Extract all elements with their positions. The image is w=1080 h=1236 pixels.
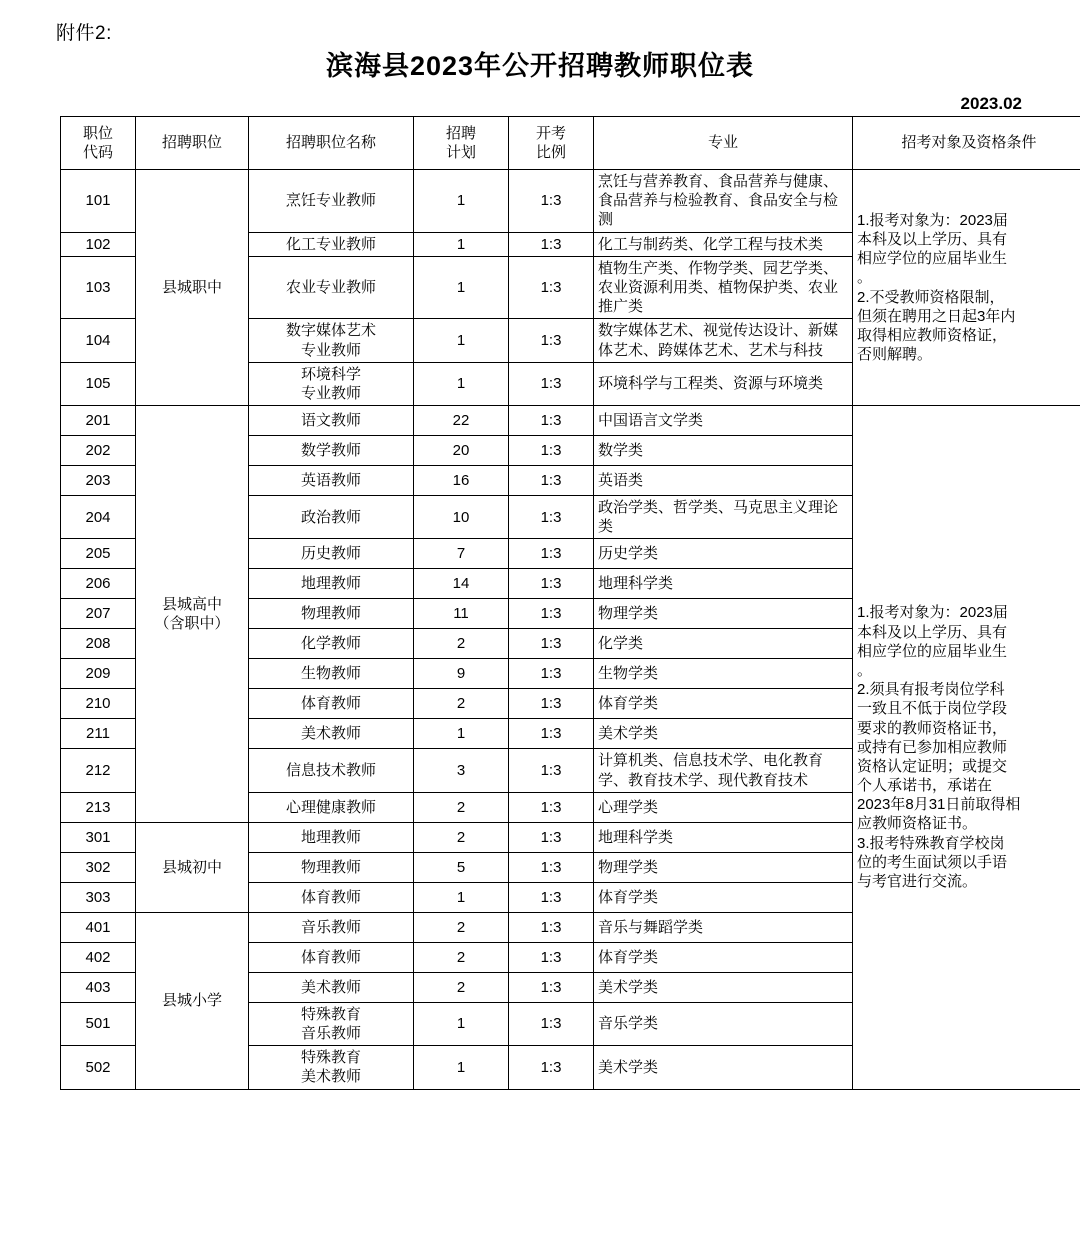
cell-major: 生物学类 <box>594 659 853 689</box>
cell-major: 环境科学与工程类、资源与环境类 <box>594 362 853 405</box>
condition-line: 。 <box>857 269 873 287</box>
cell-code: 105 <box>61 362 136 405</box>
cell-ratio: 1:3 <box>509 539 594 569</box>
column-header-code-line1: 职位 <box>82 124 113 142</box>
cell-major: 体育学类 <box>594 882 853 912</box>
cell-unit: 县城初中 <box>136 822 249 912</box>
condition-line: 个人承诺书，承诺在 <box>857 777 993 795</box>
cell-ratio: 1:3 <box>509 496 594 539</box>
condition-line: 否则解聘。 <box>857 346 933 364</box>
cell-major: 音乐与舞蹈学类 <box>594 912 853 942</box>
cell-ratio: 1:3 <box>509 792 594 822</box>
cell-code: 206 <box>61 569 136 599</box>
column-header-major: 专业 <box>594 117 853 170</box>
cell-ratio: 1:3 <box>509 629 594 659</box>
cell-plan: 11 <box>414 599 509 629</box>
cell-code: 201 <box>61 406 136 436</box>
cell-name: 美术教师 <box>249 719 414 749</box>
cell-code: 403 <box>61 972 136 1002</box>
cell-plan: 5 <box>414 852 509 882</box>
cell-name: 英语教师 <box>249 466 414 496</box>
cell-name: 体育教师 <box>249 882 414 912</box>
cell-name: 地理教师 <box>249 822 414 852</box>
attachment-label: 附件2: <box>56 23 112 44</box>
column-header-ratio <box>509 117 594 170</box>
cell-code: 210 <box>61 689 136 719</box>
cell-code: 203 <box>61 466 136 496</box>
condition-line: 2023年8月31日前取得相 <box>857 796 1021 814</box>
cell-name: 化学教师 <box>249 629 414 659</box>
cell-plan: 1 <box>414 719 509 749</box>
cell-ratio: 1:3 <box>509 719 594 749</box>
cell-code: 208 <box>61 629 136 659</box>
cell-code: 205 <box>61 539 136 569</box>
cell-ratio: 1:3 <box>509 436 594 466</box>
condition-line: 相应学位的应届毕业生 <box>857 642 1008 660</box>
condition-line: 2.不受教师资格限制， <box>857 288 1005 306</box>
cell-major: 化工与制药类、化学工程与技术类 <box>594 232 853 256</box>
cell-name: 地理教师 <box>249 569 414 599</box>
cell-code: 213 <box>61 792 136 822</box>
table-row <box>61 406 1080 436</box>
cell-ratio: 1:3 <box>509 689 594 719</box>
cell-major: 体育学类 <box>594 942 853 972</box>
cell-major: 化学类 <box>594 629 853 659</box>
cell-plan: 1 <box>414 362 509 405</box>
column-header-unit: 招聘职位 <box>136 117 249 170</box>
cell-major: 心理学类 <box>594 792 853 822</box>
condition-line: 1.报考对象为：2023届 <box>857 604 1008 622</box>
cell-ratio: 1:3 <box>509 232 594 256</box>
cell-unit: 县城高中 （含职中） <box>136 406 249 823</box>
cell-major: 历史学类 <box>594 539 853 569</box>
column-header-plan-line2: 计划 <box>445 144 476 161</box>
cell-name: 数学教师 <box>249 436 414 466</box>
cell-code: 211 <box>61 719 136 749</box>
cell-plan: 1 <box>414 319 509 362</box>
cell-major: 物理学类 <box>594 852 853 882</box>
cell-major: 烹饪与营养教育、食品营养与健康、食品营养与检验教育、食品安全与检测 <box>594 170 853 233</box>
cell-plan: 1 <box>414 882 509 912</box>
cell-plan: 2 <box>414 912 509 942</box>
cell-ratio: 1:3 <box>509 406 594 436</box>
cell-ratio: 1:3 <box>509 1046 594 1089</box>
cell-name: 语文教师 <box>249 406 414 436</box>
table-row <box>61 170 1080 233</box>
condition-line: 2.须具有报考岗位学科 <box>857 681 1005 699</box>
cell-ratio: 1:3 <box>509 362 594 405</box>
condition-line: 3.报考特殊教育学校岗 <box>857 834 1005 852</box>
condition-line: 。 <box>857 661 873 679</box>
cell-plan: 1 <box>414 1046 509 1089</box>
cell-name: 环境科学 专业教师 <box>249 362 414 405</box>
cell-code: 104 <box>61 319 136 362</box>
cell-plan: 7 <box>414 539 509 569</box>
cell-code: 301 <box>61 822 136 852</box>
cell-plan: 22 <box>414 406 509 436</box>
cell-code: 103 <box>61 256 136 319</box>
cell-plan: 16 <box>414 466 509 496</box>
cell-major: 美术学类 <box>594 972 853 1002</box>
cell-major: 体育学类 <box>594 689 853 719</box>
cell-ratio: 1:3 <box>509 749 594 792</box>
cell-plan: 1 <box>414 1002 509 1045</box>
cell-major: 美术学类 <box>594 1046 853 1089</box>
column-header-ratio-line2: 比例 <box>535 144 566 161</box>
cell-name: 体育教师 <box>249 942 414 972</box>
cell-major: 音乐学类 <box>594 1002 853 1045</box>
cell-plan: 1 <box>414 256 509 319</box>
cell-name: 音乐教师 <box>249 912 414 942</box>
cell-major: 数学类 <box>594 436 853 466</box>
page-title: 滨海县2023年公开招聘教师职位表 <box>325 51 755 81</box>
cell-unit: 县城职中 <box>136 170 249 406</box>
cell-major: 美术学类 <box>594 719 853 749</box>
cell-plan: 2 <box>414 629 509 659</box>
cell-major: 植物生产类、作物学类、园艺学类、农业资源利用类、植物保护类、农业推广类 <box>594 256 853 319</box>
cell-major: 物理学类 <box>594 599 853 629</box>
condition-line: 一致且不低于岗位学段 <box>857 700 1008 718</box>
condition-line: 1.报考对象为：2023届 <box>857 211 1008 229</box>
condition-line: 位的考生面试须以手语 <box>857 853 1008 871</box>
table-header-row <box>61 117 1080 170</box>
cell-name: 特殊教育 美术教师 <box>249 1046 414 1089</box>
cell-code: 207 <box>61 599 136 629</box>
cell-name: 数字媒体艺术 专业教师 <box>249 319 414 362</box>
cell-ratio: 1:3 <box>509 170 594 233</box>
column-header-code-line2: 代码 <box>82 144 113 161</box>
cell-plan: 1 <box>414 170 509 233</box>
cell-major: 计算机类、信息技术学、电化教育学、教育技术学、现代教育技术 <box>594 749 853 792</box>
condition-line: 资格认定证明；或提交 <box>857 757 1008 775</box>
cell-major: 政治学类、哲学类、马克思主义理论类 <box>594 496 853 539</box>
cell-ratio: 1:3 <box>509 822 594 852</box>
column-header-plan <box>414 117 509 170</box>
column-header-condition: 招考对象及资格条件 <box>853 117 1080 170</box>
cell-code: 402 <box>61 942 136 972</box>
cell-name: 物理教师 <box>249 852 414 882</box>
cell-code: 102 <box>61 232 136 256</box>
document-date: 2023.02 <box>960 94 1022 113</box>
cell-unit: 县城小学 <box>136 912 249 1089</box>
job-position-table <box>60 116 1080 1090</box>
cell-ratio: 1:3 <box>509 942 594 972</box>
cell-code: 303 <box>61 882 136 912</box>
condition-line: 本科及以上学历、具有 <box>857 623 1008 641</box>
condition-line: 本科及以上学历、具有 <box>857 230 1008 248</box>
column-header-ratio-line1: 开考 <box>535 124 566 142</box>
condition-line: 要求的教师资格证书， <box>857 719 1008 737</box>
cell-name: 特殊教育 音乐教师 <box>249 1002 414 1045</box>
cell-plan: 10 <box>414 496 509 539</box>
cell-plan: 20 <box>414 436 509 466</box>
cell-plan: 2 <box>414 972 509 1002</box>
cell-plan: 3 <box>414 749 509 792</box>
cell-name: 政治教师 <box>249 496 414 539</box>
column-header-code <box>61 117 136 170</box>
cell-plan: 2 <box>414 792 509 822</box>
cell-name: 信息技术教师 <box>249 749 414 792</box>
cell-plan: 9 <box>414 659 509 689</box>
cell-name: 美术教师 <box>249 972 414 1002</box>
cell-ratio: 1:3 <box>509 882 594 912</box>
cell-plan: 1 <box>414 232 509 256</box>
cell-ratio: 1:3 <box>509 1002 594 1045</box>
cell-plan: 2 <box>414 822 509 852</box>
cell-plan: 2 <box>414 942 509 972</box>
condition-line: 相应学位的应届毕业生 <box>857 250 1008 268</box>
cell-ratio: 1:3 <box>509 972 594 1002</box>
cell-ratio: 1:3 <box>509 852 594 882</box>
cell-ratio: 1:3 <box>509 319 594 362</box>
cell-major: 英语类 <box>594 466 853 496</box>
cell-code: 401 <box>61 912 136 942</box>
cell-name: 心理健康教师 <box>249 792 414 822</box>
cell-major: 地理科学类 <box>594 822 853 852</box>
cell-ratio: 1:3 <box>509 659 594 689</box>
cell-name: 物理教师 <box>249 599 414 629</box>
cell-major: 地理科学类 <box>594 569 853 599</box>
cell-plan: 2 <box>414 689 509 719</box>
cell-name: 生物教师 <box>249 659 414 689</box>
cell-name: 体育教师 <box>249 689 414 719</box>
condition-line: 应教师资格证书。 <box>857 815 978 833</box>
cell-name: 农业专业教师 <box>249 256 414 319</box>
column-header-plan-line1: 招聘 <box>445 124 476 142</box>
cell-code: 209 <box>61 659 136 689</box>
cell-plan: 14 <box>414 569 509 599</box>
condition-line: 取得相应教师资格证， <box>857 326 1008 344</box>
table-body <box>61 170 1080 1090</box>
cell-code: 212 <box>61 749 136 792</box>
cell-code: 302 <box>61 852 136 882</box>
cell-major: 数字媒体艺术、视觉传达设计、新媒体艺术、跨媒体艺术、艺术与科技 <box>594 319 853 362</box>
cell-code: 204 <box>61 496 136 539</box>
condition-line: 或持有已参加相应教师 <box>857 738 1008 756</box>
cell-name: 历史教师 <box>249 539 414 569</box>
column-header-name: 招聘职位名称 <box>249 117 414 170</box>
cell-ratio: 1:3 <box>509 256 594 319</box>
condition-line: 与考官进行交流。 <box>857 873 978 891</box>
cell-code: 501 <box>61 1002 136 1045</box>
cell-condition <box>853 406 1080 1090</box>
cell-major: 中国语言文学类 <box>594 406 853 436</box>
cell-name: 化工专业教师 <box>249 232 414 256</box>
cell-ratio: 1:3 <box>509 569 594 599</box>
cell-name: 烹饪专业教师 <box>249 170 414 233</box>
table-header <box>61 117 1080 170</box>
cell-code: 202 <box>61 436 136 466</box>
cell-condition <box>853 170 1080 406</box>
cell-ratio: 1:3 <box>509 466 594 496</box>
cell-code: 101 <box>61 170 136 233</box>
condition-line: 但须在聘用之日起3年内 <box>857 307 1016 325</box>
cell-code: 502 <box>61 1046 136 1089</box>
cell-ratio: 1:3 <box>509 599 594 629</box>
cell-ratio: 1:3 <box>509 912 594 942</box>
